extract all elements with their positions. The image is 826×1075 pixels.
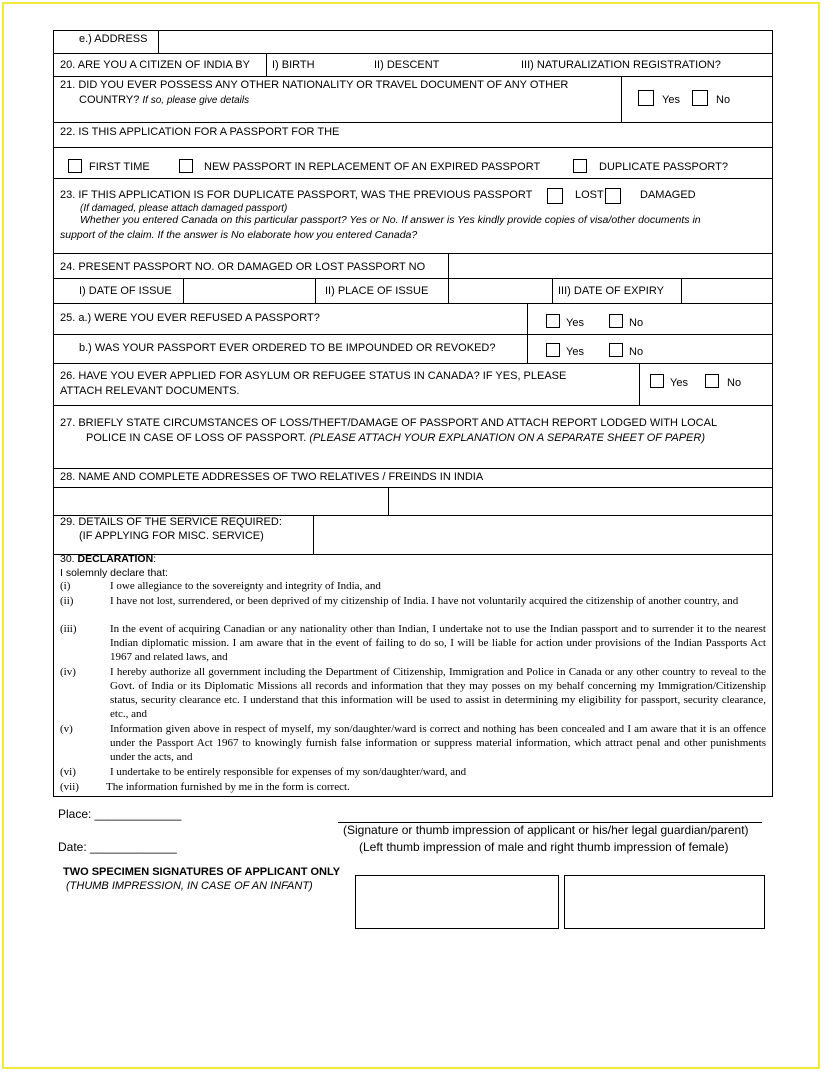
passport-number-input[interactable] xyxy=(450,255,770,277)
issue-date-input[interactable] xyxy=(185,280,313,302)
q24-expiry-label: III) DATE OF EXPIRY xyxy=(558,285,664,297)
q29-line1: 29. DETAILS OF THE SERVICE REQUIRED: xyxy=(60,516,282,528)
q21-yes-label: Yes xyxy=(662,94,680,106)
q25a-yes-label: Yes xyxy=(566,317,584,329)
declaration-heading: 30. DECLARATION: xyxy=(60,553,157,565)
q22-label: 22. IS THIS APPLICATION FOR A PASSPORT FOR THE xyxy=(60,126,340,138)
issue-place-input[interactable] xyxy=(450,280,550,302)
q21-yes-checkbox[interactable] xyxy=(638,90,654,106)
relative1-input[interactable] xyxy=(55,489,386,514)
q25a-label: 25. a.) WERE YOU EVER REFUSED A PASSPORT? xyxy=(60,312,320,324)
declaration-intro: I solemnly declare that: xyxy=(60,567,168,579)
q28-label: 28. NAME AND COMPLETE ADDRESSES OF TWO RELATIVES / FREINDS IN INDIA xyxy=(60,471,484,483)
address-label: e.) ADDRESS xyxy=(79,33,148,45)
q25b-no-checkbox[interactable] xyxy=(609,343,623,357)
q25b-yes-label: Yes xyxy=(566,346,584,358)
specimen-signature-box-1[interactable] xyxy=(355,875,559,929)
q21-line1: 21. DID YOU EVER POSSESS ANY OTHER NATIONALITY OR TRAVEL DOCUMENT OF ANY OTHER xyxy=(60,79,569,91)
q22-replacement-label: NEW PASSPORT IN REPLACEMENT OF AN EXPIRED PASSPORT xyxy=(204,161,541,173)
q26-no-label: No xyxy=(727,377,742,389)
expiry-date-input[interactable] xyxy=(683,280,770,302)
q25a-yes-checkbox[interactable] xyxy=(546,314,560,328)
q25b-no-label: No xyxy=(629,346,644,358)
q22-duplicate-label: DUPLICATE PASSPORT? xyxy=(599,161,728,173)
q26-yes-checkbox[interactable] xyxy=(650,374,664,388)
date-field[interactable]: Date: _____________ xyxy=(58,840,177,854)
q25a-no-checkbox[interactable] xyxy=(609,314,623,328)
q24-issue-date-label: I) DATE OF ISSUE xyxy=(79,285,172,297)
q25b-label: b.) WAS YOUR PASSPORT EVER ORDERED TO BE IMPOUNDED OR REVOKED? xyxy=(79,342,496,354)
q21-no-checkbox[interactable] xyxy=(692,90,708,106)
q23-lost-label: LOST xyxy=(575,189,604,201)
relative2-input[interactable] xyxy=(390,489,770,514)
specimen-note: (THUMB IMPRESSION, IN CASE OF AN INFANT) xyxy=(66,880,313,892)
q24-issue-place-label: II) PLACE OF ISSUE xyxy=(325,285,429,297)
signature-caption: (Signature or thumb impression of applicant or his/her legal guardian/parent) xyxy=(343,823,749,837)
q24-label: 24. PRESENT PASSPORT NO. OR DAMAGED OR LOST PASSPORT NO xyxy=(60,261,426,273)
place-field[interactable]: Place: _____________ xyxy=(58,807,182,821)
q27-line1: 27. BRIEFLY STATE CIRCUMSTANCES OF LOSS/THEFT/DAMAGE OF PASSPORT AND ATTACH REPORT LODGED WITH LOCAL xyxy=(60,417,718,429)
q26-no-checkbox[interactable] xyxy=(705,374,719,388)
q26-yes-label: Yes xyxy=(670,377,688,389)
q20-label: 20. ARE YOU A CITIZEN OF INDIA BY xyxy=(60,59,250,71)
specimen-heading: TWO SPECIMEN SIGNATURES OF APPLICANT ONLY xyxy=(63,866,341,878)
q26-line1: 26. HAVE YOU EVER APPLIED FOR ASYLUM OR REFUGEE STATUS IN CANADA? IF YES, PLEASE xyxy=(60,370,567,382)
thumb-caption: (Left thumb impression of male and right thumb impression of female) xyxy=(359,840,729,854)
q20-birth-option[interactable]: I) BIRTH xyxy=(272,59,315,71)
q22-replacement-checkbox[interactable] xyxy=(179,159,193,173)
q25a-no-label: No xyxy=(629,317,644,329)
q23-damaged-checkbox[interactable] xyxy=(605,188,621,204)
q23-damaged-label: DAMAGED xyxy=(640,189,696,201)
address-input[interactable] xyxy=(160,32,770,52)
q29-line2: (IF APPLYING FOR MISC. SERVICE) xyxy=(79,530,264,542)
q22-first-time-label: FIRST TIME xyxy=(89,161,150,173)
q20-descent-option[interactable]: II) DESCENT xyxy=(374,59,440,71)
q22-first-time-checkbox[interactable] xyxy=(68,159,82,173)
q26-line2: ATTACH RELEVANT DOCUMENTS. xyxy=(60,385,240,397)
q27-line2: POLICE IN CASE OF LOSS OF PASSPORT. (PLEASE ATTACH YOUR EXPLANATION ON A SEPARATE SHEET OF PAPER) xyxy=(86,432,706,444)
q20-naturalization-option[interactable]: III) NATURALIZATION REGISTRATION? xyxy=(521,59,721,71)
specimen-signature-box-2[interactable] xyxy=(564,875,765,929)
q21-no-label: No xyxy=(716,94,731,106)
q23-line3: Whether you entered Canada on this particular passport? Yes or No. If answer is Yes kindly provide copies of visa/other documents in xyxy=(80,214,701,226)
q23-lost-checkbox[interactable] xyxy=(547,188,563,204)
q21-line2: COUNTRY? If so, please give details xyxy=(79,94,250,106)
q22-duplicate-checkbox[interactable] xyxy=(573,159,587,173)
q23-note: (If damaged, please attach damaged passport) xyxy=(80,203,288,214)
service-details-input[interactable] xyxy=(315,517,770,553)
q25b-yes-checkbox[interactable] xyxy=(546,343,560,357)
q23-line1: 23. IF THIS APPLICATION IS FOR DUPLICATE PASSPORT, WAS THE PREVIOUS PASSPORT xyxy=(60,189,533,201)
q23-line4: support of the claim. If the answer is No elaborate how you entered Canada? xyxy=(60,229,418,241)
